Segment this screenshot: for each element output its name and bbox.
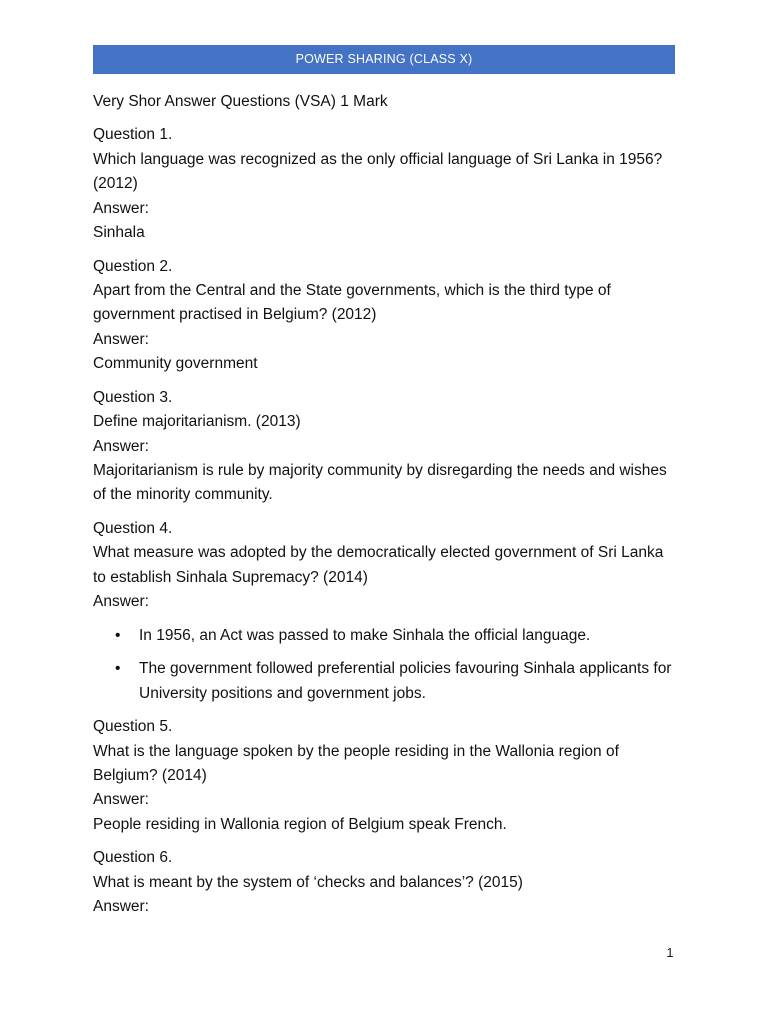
answer-text: Community government [93, 355, 258, 373]
answer-label: Answer: [93, 791, 149, 809]
question-block-2 [93, 255, 678, 377]
question-label: Question 6. [93, 849, 173, 867]
section-subtitle: Very Shor Answer Questions (VSA) 1 Mark [93, 93, 388, 110]
question-label: Question 5. [93, 718, 173, 736]
answer-label: Answer: [93, 330, 149, 348]
bullet-text: In 1956, an Act was passed to make Sinhala the official language. [139, 626, 591, 644]
question-text: Which language was recognized as the only official language of Sri Lanka in 1956? (2012) [93, 150, 663, 193]
question-block-4 [93, 517, 678, 706]
question-label: Question 1. [93, 126, 173, 144]
bullet-text: The government followed preferential policies favouring Sinhala applicants for University positions and government jobs. [139, 660, 672, 702]
answer-label: Answer: [93, 437, 149, 455]
bullet-icon: • [115, 626, 121, 644]
document-body [93, 90, 678, 929]
question-text: What measure was adopted by the democratically elected government of Sri Lanka to establish Sinhala Supremacy? (2014) [93, 544, 664, 586]
answer-text: Majoritarianism is rule by majority community by disregarding the needs and wishes of the minority community. [93, 462, 667, 504]
question-text: What is meant by the system of ‘checks and balances’? (2015) [93, 873, 523, 891]
answer-text: People residing in Wallonia region of Belgium speak French. [93, 815, 507, 833]
document-header-banner [93, 45, 675, 74]
question-block-1 [93, 123, 678, 245]
question-label: Question 4. [93, 520, 173, 538]
answer-label: Answer: [93, 199, 149, 217]
question-text: Define majoritarianism. (2013) [93, 413, 301, 431]
answer-label: Answer: [93, 593, 149, 611]
answer-bullet-item [93, 657, 678, 706]
question-block-6 [93, 846, 678, 919]
bullet-icon: • [115, 660, 121, 678]
document-title: POWER SHARING (CLASS X) [295, 52, 473, 66]
question-label: Question 3. [93, 388, 173, 406]
question-text: Apart from the Central and the State governments, which is the third type of government practised in Belgium? (2012) [93, 282, 611, 324]
question-text: What is the language spoken by the people residing in the Wallonia region of Belgium? (2014) [93, 742, 619, 784]
answer-bullet-list [93, 624, 678, 706]
page-number: 1 [666, 946, 674, 960]
answer-label: Answer: [93, 898, 149, 916]
question-label: Question 2. [93, 257, 173, 275]
answer-bullet-item [93, 624, 678, 648]
answer-text: Sinhala [93, 224, 145, 242]
question-block-5 [93, 715, 678, 837]
question-block-3 [93, 386, 678, 508]
